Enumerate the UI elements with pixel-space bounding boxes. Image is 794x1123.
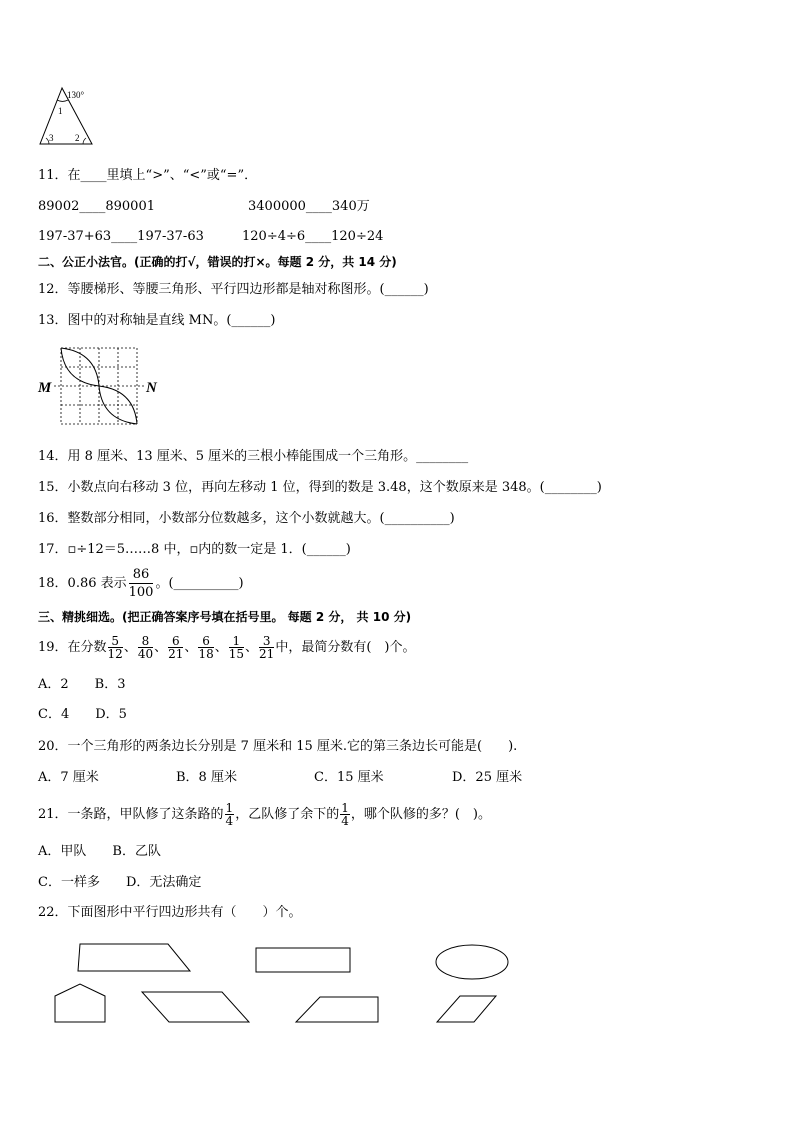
symmetry-grid-figure: [36, 344, 166, 428]
angle-2-label: 2: [75, 133, 80, 143]
angle-label: 130°: [67, 90, 85, 100]
q21-frac-2: $\frac{1}{4}$: [341, 801, 349, 828]
angle-1-label: 1: [58, 106, 63, 116]
triangle-figure: [36, 84, 106, 148]
q16: 16．整数部分相同，小数部分位数越多，这个小数就越大。(__________): [38, 511, 455, 526]
q21-options-cd: C．一样多 D．无法确定: [38, 875, 202, 890]
q22-stem: 22．下面图形中平行四边形共有（ ）个。: [38, 905, 302, 920]
q19-options-ab: A．2 B．3: [38, 677, 126, 692]
q19-suffix: 中，最简分数有( )个。: [275, 640, 416, 655]
q21-options-ab: A．甲队 B．乙队: [38, 844, 161, 859]
q18-prefix: 18．0.86 表示: [38, 576, 127, 591]
q19-frac-5: $\frac{1}{15}$: [228, 634, 245, 661]
q22-shapes-figure: [50, 938, 520, 1030]
q19-frac-3: $\frac{6}{21}$: [168, 634, 184, 661]
ellipse-shape: [436, 945, 508, 979]
q21-stem: 21．一条路，甲队修了这条路的 $\frac{1}{4}$ ，乙队修了余下的 $\frac{1}{4}$ ，哪个队修的多？( )。: [38, 801, 491, 828]
q14: 14．用 8 厘米、13 厘米、5 厘米的三根小棒能围成一个三角形。________: [38, 449, 469, 464]
parallelogram-shape-1: [142, 992, 249, 1022]
q20-option-a: A．7 厘米: [38, 770, 99, 785]
point-n-label: N: [146, 380, 157, 396]
q11-stem: 11．在____里填上“>”、“<”或“=”．: [38, 168, 258, 183]
q18-suffix: 。(__________): [155, 576, 244, 591]
q19-prefix: 19．在分数: [38, 640, 107, 655]
q18-fraction: [129, 566, 154, 601]
q11-row1-left: 89002____890001: [38, 199, 155, 214]
q19-frac-2: $\frac{8}{40}$: [137, 634, 154, 661]
q19: 19．在分数 $\frac{5}{12}$ 、 $\frac{8}{40}$ 、 $\frac{6}{21}$ 、 $\frac{6}{18}$ 、 $\frac{1}{15}$ 、 $\frac{3}{21}$ 中，最简分数有( )个。: [38, 634, 416, 661]
q11-row2-left: 197-37+63____197-37-63: [38, 229, 204, 244]
q18: [38, 566, 244, 602]
q20-option-b: B．8 厘米: [176, 770, 237, 785]
q20-option-c: C．15 厘米: [314, 770, 384, 785]
section-3-heading: 三、精挑细选。(把正确答案序号填在括号里。 每题 2 分， 共 10 分): [38, 610, 412, 624]
q11-row1-right: 3400000____340万: [248, 199, 370, 214]
parallelogram-shape-2: [296, 997, 378, 1022]
angle-3-label: 3: [49, 133, 54, 143]
q21-frac-1: $\frac{1}{4}$: [225, 801, 234, 828]
q20-stem: 20．一个三角形的两条边长分别是 7 厘米和 15 厘米.它的第三条边长可能是( ).: [38, 739, 518, 754]
q19-frac-1: $\frac{5}{12}$: [107, 634, 123, 661]
q12: 12．等腰梯形、等腰三角形、平行四边形都是轴对称图形。(______): [38, 282, 429, 297]
q17: 17．▫÷12＝5……8 中，▫内的数一定是 1．(______): [38, 542, 351, 557]
q20-option-d: D．25 厘米: [452, 770, 523, 785]
parallelogram-shape-3: [437, 996, 496, 1022]
q19-frac-4: $\frac{6}{18}$: [198, 634, 214, 661]
q18-num: 86: [129, 566, 154, 584]
trapezoid-shape: [78, 944, 190, 971]
pentagon-shape: [55, 984, 105, 1022]
q19-options-cd: C．4 D．5: [38, 707, 127, 722]
section-2-heading: 二、公正小法官。(正确的打√，错误的打×。每题 2 分，共 14 分): [38, 255, 397, 269]
q19-frac-6: $\frac{3}{21}$: [259, 634, 275, 661]
point-m-label: M: [38, 380, 52, 396]
rectangle-shape: [256, 948, 350, 972]
q15: 15．小数点向右移动 3 位，再向左移动 1 位，得到的数是 3.48，这个数原来是 348。(________): [38, 480, 602, 495]
q11-row2-right: 120÷4÷6____120÷24: [242, 229, 384, 244]
q18-den: 100: [128, 585, 154, 600]
q13: 13．图中的对称轴是直线 MN。(______): [38, 313, 276, 328]
